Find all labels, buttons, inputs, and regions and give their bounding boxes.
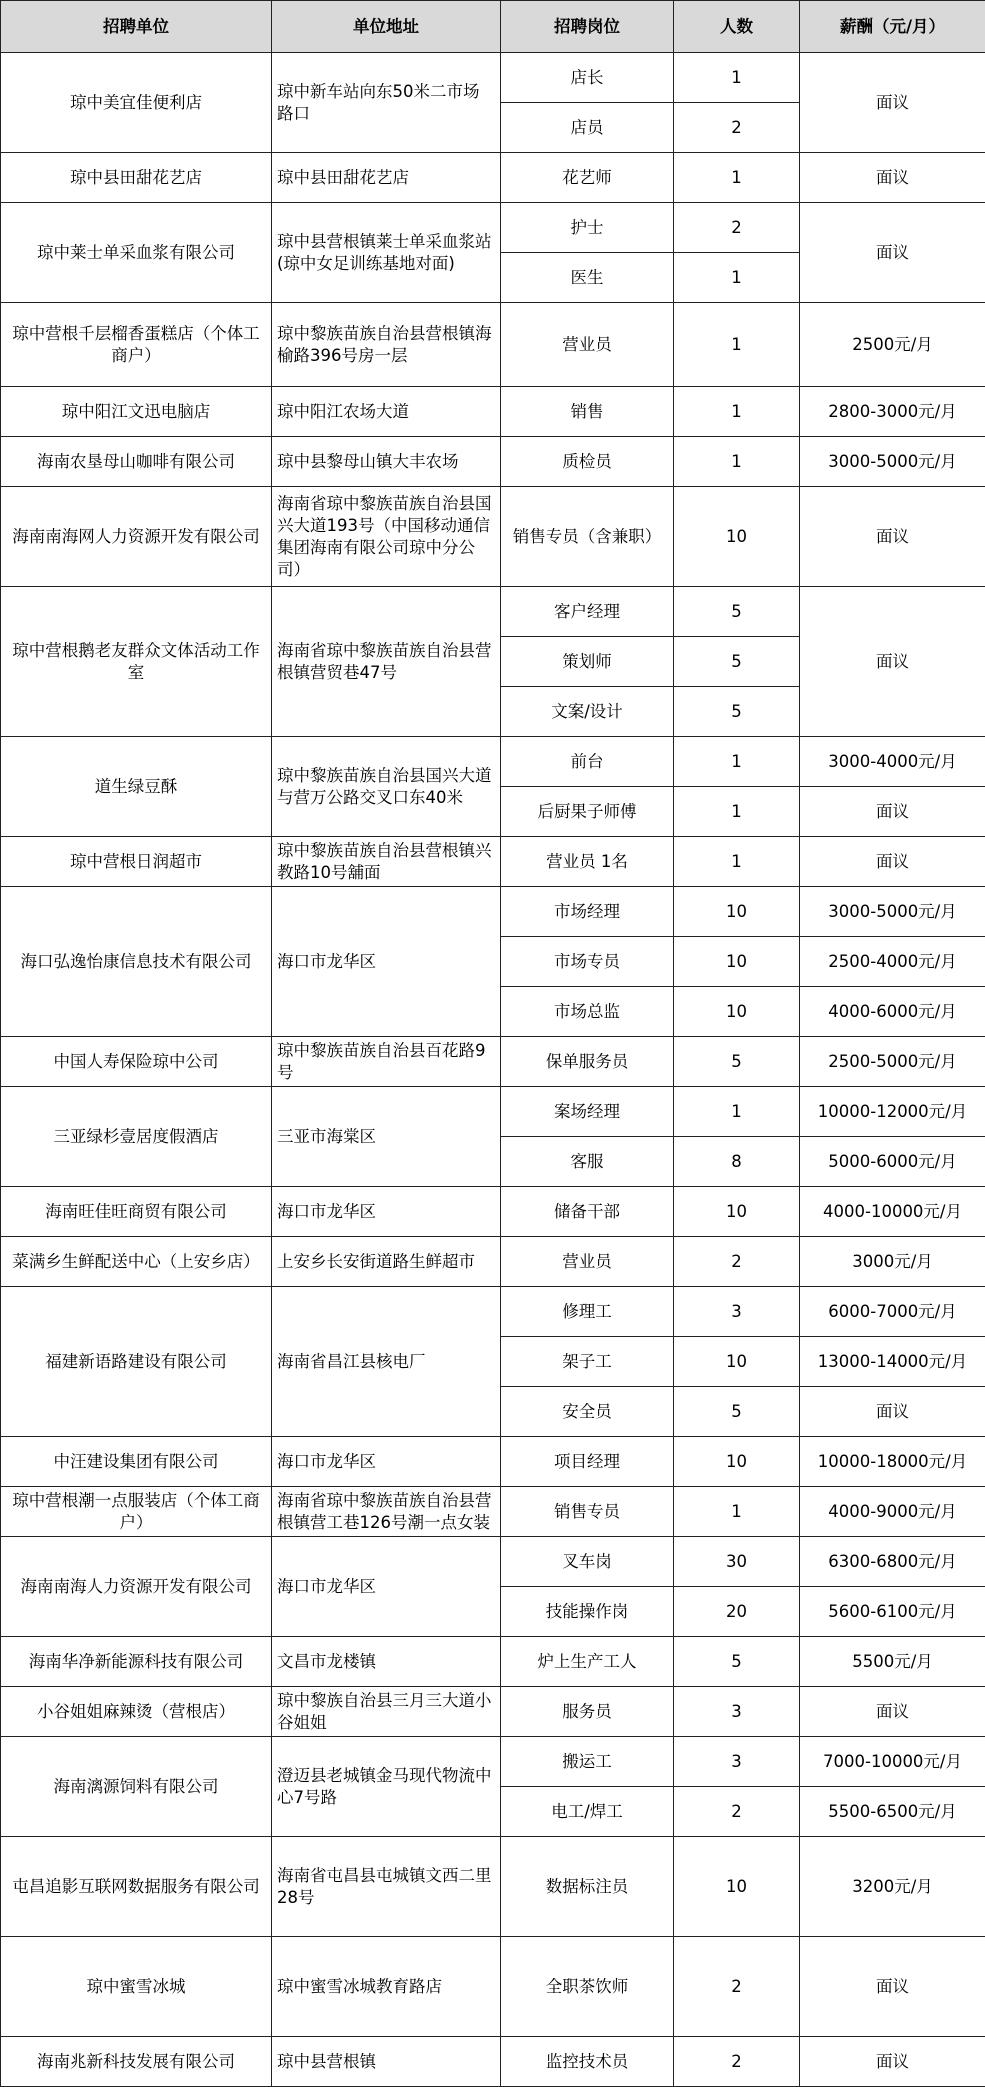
company-cell: 海口弘逸怡康信息技术有限公司 — [1, 887, 272, 1037]
company-cell: 屯昌追影互联网数据服务有限公司 — [1, 1837, 272, 1937]
salary-cell: 5500-6500元/月 — [800, 1787, 985, 1837]
address-cell: 琼中阳江农场大道 — [272, 387, 501, 437]
salary-cell: 2500-5000元/月 — [800, 1037, 985, 1087]
table-row — [1, 1687, 985, 1737]
count-cell: 2 — [674, 1937, 800, 2037]
salary-cell: 面议 — [800, 1687, 985, 1737]
salary-cell: 3200元/月 — [800, 1837, 985, 1937]
position-cell: 营业员 1名 — [501, 837, 674, 887]
header-row — [1, 1, 985, 53]
address-cell: 琼中黎族苗族自治县百花路9号 — [272, 1037, 501, 1087]
salary-cell: 面议 — [800, 587, 985, 737]
position-cell: 安全员 — [501, 1387, 674, 1437]
position-cell: 文案/设计 — [501, 687, 674, 737]
company-cell: 琼中蜜雪冰城 — [1, 1937, 272, 2037]
salary-cell: 3000-5000元/月 — [800, 437, 985, 487]
count-cell: 3 — [674, 1737, 800, 1787]
table-body — [1, 53, 985, 2087]
position-cell: 花艺师 — [501, 153, 674, 203]
count-cell: 1 — [674, 153, 800, 203]
company-cell: 中汪建设集团有限公司 — [1, 1437, 272, 1487]
salary-cell: 6000-7000元/月 — [800, 1287, 985, 1337]
count-cell: 30 — [674, 1537, 800, 1587]
position-cell: 保单服务员 — [501, 1037, 674, 1087]
salary-cell: 4000-6000元/月 — [800, 987, 985, 1037]
position-cell: 储备干部 — [501, 1187, 674, 1237]
count-cell: 1 — [674, 437, 800, 487]
address-cell: 澄迈县老城镇金马现代物流中心7号路 — [272, 1737, 501, 1837]
company-cell: 海南旺佳旺商贸有限公司 — [1, 1187, 272, 1237]
count-cell: 10 — [674, 987, 800, 1037]
table-row — [1, 303, 985, 387]
count-cell: 5 — [674, 1637, 800, 1687]
count-cell: 1 — [674, 253, 800, 303]
address-cell: 海口市龙华区 — [272, 1187, 501, 1237]
salary-cell: 4000-9000元/月 — [800, 1487, 985, 1537]
address-cell: 琼中黎族苗族自治县营根镇海榆路396号房一层 — [272, 303, 501, 387]
address-cell: 上安乡长安街道路生鲜超市 — [272, 1237, 501, 1287]
table-row — [1, 837, 985, 887]
salary-cell: 面议 — [800, 487, 985, 587]
position-cell: 客服 — [501, 1137, 674, 1187]
count-cell: 10 — [674, 937, 800, 987]
table-row — [1, 487, 985, 587]
position-cell: 后厨果子师傅 — [501, 787, 674, 837]
table-row — [1, 1287, 985, 1337]
salary-cell: 13000-14000元/月 — [800, 1337, 985, 1387]
count-cell: 10 — [674, 487, 800, 587]
table-row — [1, 387, 985, 437]
salary-cell: 面议 — [800, 2037, 985, 2087]
position-cell: 医生 — [501, 253, 674, 303]
salary-cell: 面议 — [800, 837, 985, 887]
company-cell: 中国人寿保险琼中公司 — [1, 1037, 272, 1087]
count-cell: 1 — [674, 1087, 800, 1137]
company-cell: 琼中美宜佳便利店 — [1, 53, 272, 153]
header-count: 人数 — [674, 1, 800, 53]
salary-cell: 4000-10000元/月 — [800, 1187, 985, 1237]
count-cell: 10 — [674, 1837, 800, 1937]
position-cell: 修理工 — [501, 1287, 674, 1337]
position-cell: 全职茶饮师 — [501, 1937, 674, 2037]
table-row — [1, 1937, 985, 2037]
salary-cell: 7000-10000元/月 — [800, 1737, 985, 1787]
table-row — [1, 737, 985, 787]
position-cell: 叉车岗 — [501, 1537, 674, 1587]
table-row — [1, 1737, 985, 1787]
salary-cell: 10000-12000元/月 — [800, 1087, 985, 1137]
count-cell: 10 — [674, 1187, 800, 1237]
company-cell: 琼中营根鹅老友群众文体活动工作室 — [1, 587, 272, 737]
company-cell: 小谷姐姐麻辣烫（营根店） — [1, 1687, 272, 1737]
salary-cell: 2500元/月 — [800, 303, 985, 387]
company-cell: 琼中阳江文迅电脑店 — [1, 387, 272, 437]
salary-cell: 面议 — [800, 53, 985, 153]
count-cell: 1 — [674, 1487, 800, 1537]
company-cell: 海南农垦母山咖啡有限公司 — [1, 437, 272, 487]
table-row — [1, 1837, 985, 1937]
position-cell: 店长 — [501, 53, 674, 103]
company-cell: 海南漓源饲料有限公司 — [1, 1737, 272, 1837]
salary-cell: 2800-3000元/月 — [800, 387, 985, 437]
table-row — [1, 887, 985, 937]
salary-cell: 面议 — [800, 203, 985, 303]
count-cell: 3 — [674, 1287, 800, 1337]
address-cell: 琼中黎族自治县三月三大道小谷姐姐 — [272, 1687, 501, 1737]
count-cell: 10 — [674, 887, 800, 937]
position-cell: 炉上生产工人 — [501, 1637, 674, 1687]
count-cell: 5 — [674, 587, 800, 637]
salary-cell: 面议 — [800, 1937, 985, 2037]
address-cell: 琼中县营根镇莱士单采血浆站(琼中女足训练基地对面) — [272, 203, 501, 303]
salary-cell: 6300-6800元/月 — [800, 1537, 985, 1587]
company-cell: 三亚绿杉壹居度假酒店 — [1, 1087, 272, 1187]
address-cell: 琼中县营根镇 — [272, 2037, 501, 2087]
count-cell: 1 — [674, 837, 800, 887]
salary-cell: 面议 — [800, 1387, 985, 1437]
company-cell: 福建新语路建设有限公司 — [1, 1287, 272, 1437]
count-cell: 20 — [674, 1587, 800, 1637]
count-cell: 1 — [674, 737, 800, 787]
header-company: 招聘单位 — [1, 1, 272, 53]
count-cell: 5 — [674, 637, 800, 687]
address-cell: 海口市龙华区 — [272, 1437, 501, 1487]
salary-cell: 3000-5000元/月 — [800, 887, 985, 937]
position-cell: 市场经理 — [501, 887, 674, 937]
address-cell: 海南省昌江县核电厂 — [272, 1287, 501, 1437]
count-cell: 2 — [674, 2037, 800, 2087]
address-cell: 海口市龙华区 — [272, 1537, 501, 1637]
company-cell: 琼中莱士单采血浆有限公司 — [1, 203, 272, 303]
position-cell: 销售专员（含兼职） — [501, 487, 674, 587]
position-cell: 营业员 — [501, 1237, 674, 1287]
position-cell: 技能操作岗 — [501, 1587, 674, 1637]
count-cell: 1 — [674, 53, 800, 103]
position-cell: 质检员 — [501, 437, 674, 487]
count-cell: 1 — [674, 387, 800, 437]
position-cell: 案场经理 — [501, 1087, 674, 1137]
table-row — [1, 1437, 985, 1487]
salary-cell: 面议 — [800, 153, 985, 203]
count-cell: 2 — [674, 1237, 800, 1287]
count-cell: 2 — [674, 203, 800, 253]
count-cell: 5 — [674, 1037, 800, 1087]
company-cell: 琼中营根潮一点服装店（个体工商户） — [1, 1487, 272, 1537]
address-cell: 海口市龙华区 — [272, 887, 501, 1037]
position-cell: 架子工 — [501, 1337, 674, 1387]
header-address: 单位地址 — [272, 1, 501, 53]
header-position: 招聘岗位 — [501, 1, 674, 53]
position-cell: 护士 — [501, 203, 674, 253]
address-cell: 三亚市海棠区 — [272, 1087, 501, 1187]
address-cell: 海南省屯昌县屯城镇文西二里28号 — [272, 1837, 501, 1937]
company-cell: 海南兆新科技发展有限公司 — [1, 2037, 272, 2087]
salary-cell: 5600-6100元/月 — [800, 1587, 985, 1637]
table-row — [1, 1637, 985, 1687]
table-row — [1, 1537, 985, 1587]
table-row — [1, 1037, 985, 1087]
position-cell: 服务员 — [501, 1687, 674, 1737]
salary-cell: 2500-4000元/月 — [800, 937, 985, 987]
address-cell: 海南省琼中黎族苗族自治县营根镇营贸巷47号 — [272, 587, 501, 737]
salary-cell: 10000-18000元/月 — [800, 1437, 985, 1487]
address-cell: 琼中县田甜花艺店 — [272, 153, 501, 203]
count-cell: 1 — [674, 303, 800, 387]
address-cell: 文昌市龙楼镇 — [272, 1637, 501, 1687]
table-row — [1, 153, 985, 203]
position-cell: 营业员 — [501, 303, 674, 387]
salary-cell: 5000-6000元/月 — [800, 1137, 985, 1187]
company-cell: 海南南海网人力资源开发有限公司 — [1, 487, 272, 587]
position-cell: 数据标注员 — [501, 1837, 674, 1937]
count-cell: 2 — [674, 103, 800, 153]
count-cell: 1 — [674, 787, 800, 837]
position-cell: 电工/焊工 — [501, 1787, 674, 1837]
table-row — [1, 437, 985, 487]
position-cell: 市场总监 — [501, 987, 674, 1037]
address-cell: 琼中新车站向东50米二市场路口 — [272, 53, 501, 153]
address-cell: 琼中蜜雪冰城教育路店 — [272, 1937, 501, 2037]
company-cell: 道生绿豆酥 — [1, 737, 272, 837]
count-cell: 8 — [674, 1137, 800, 1187]
position-cell: 店员 — [501, 103, 674, 153]
address-cell: 琼中黎族苗族自治县营根镇兴教路10号舖面 — [272, 837, 501, 887]
company-cell: 琼中营根日润超市 — [1, 837, 272, 887]
table-row — [1, 1087, 985, 1137]
count-cell: 10 — [674, 1437, 800, 1487]
position-cell: 销售专员 — [501, 1487, 674, 1537]
company-cell: 海南华净新能源科技有限公司 — [1, 1637, 272, 1687]
company-cell: 琼中营根千层榴香蛋糕店（个体工商户） — [1, 303, 272, 387]
salary-cell: 面议 — [800, 787, 985, 837]
count-cell: 2 — [674, 1787, 800, 1837]
table-row — [1, 2037, 985, 2087]
address-cell: 海南省琼中黎族苗族自治县营根镇营工巷126号潮一点女装 — [272, 1487, 501, 1537]
address-cell: 琼中县黎母山镇大丰农场 — [272, 437, 501, 487]
table-row — [1, 1487, 985, 1537]
table-row — [1, 587, 985, 637]
table-row — [1, 1237, 985, 1287]
table-row — [1, 1187, 985, 1237]
position-cell: 销售 — [501, 387, 674, 437]
table-row — [1, 53, 985, 103]
position-cell: 客户经理 — [501, 587, 674, 637]
position-cell: 市场专员 — [501, 937, 674, 987]
salary-cell: 5500元/月 — [800, 1637, 985, 1687]
position-cell: 策划师 — [501, 637, 674, 687]
company-cell: 海南南海人力资源开发有限公司 — [1, 1537, 272, 1637]
count-cell: 10 — [674, 1337, 800, 1387]
position-cell: 项目经理 — [501, 1437, 674, 1487]
company-cell: 菜满乡生鲜配送中心（上安乡店） — [1, 1237, 272, 1287]
position-cell: 前台 — [501, 737, 674, 787]
position-cell: 监控技术员 — [501, 2037, 674, 2087]
address-cell: 琼中黎族苗族自治县国兴大道与营万公路交叉口东40米 — [272, 737, 501, 837]
position-cell: 搬运工 — [501, 1737, 674, 1787]
count-cell: 5 — [674, 687, 800, 737]
salary-cell: 3000-4000元/月 — [800, 737, 985, 787]
header-salary: 薪酬（元/月） — [800, 1, 985, 53]
count-cell: 5 — [674, 1387, 800, 1437]
count-cell: 3 — [674, 1687, 800, 1737]
address-cell: 海南省琼中黎族苗族自治县国兴大道193号（中国移动通信集团海南有限公司琼中分公司） — [272, 487, 501, 587]
company-cell: 琼中县田甜花艺店 — [1, 153, 272, 203]
table-row — [1, 203, 985, 253]
salary-cell: 3000元/月 — [800, 1237, 985, 1287]
